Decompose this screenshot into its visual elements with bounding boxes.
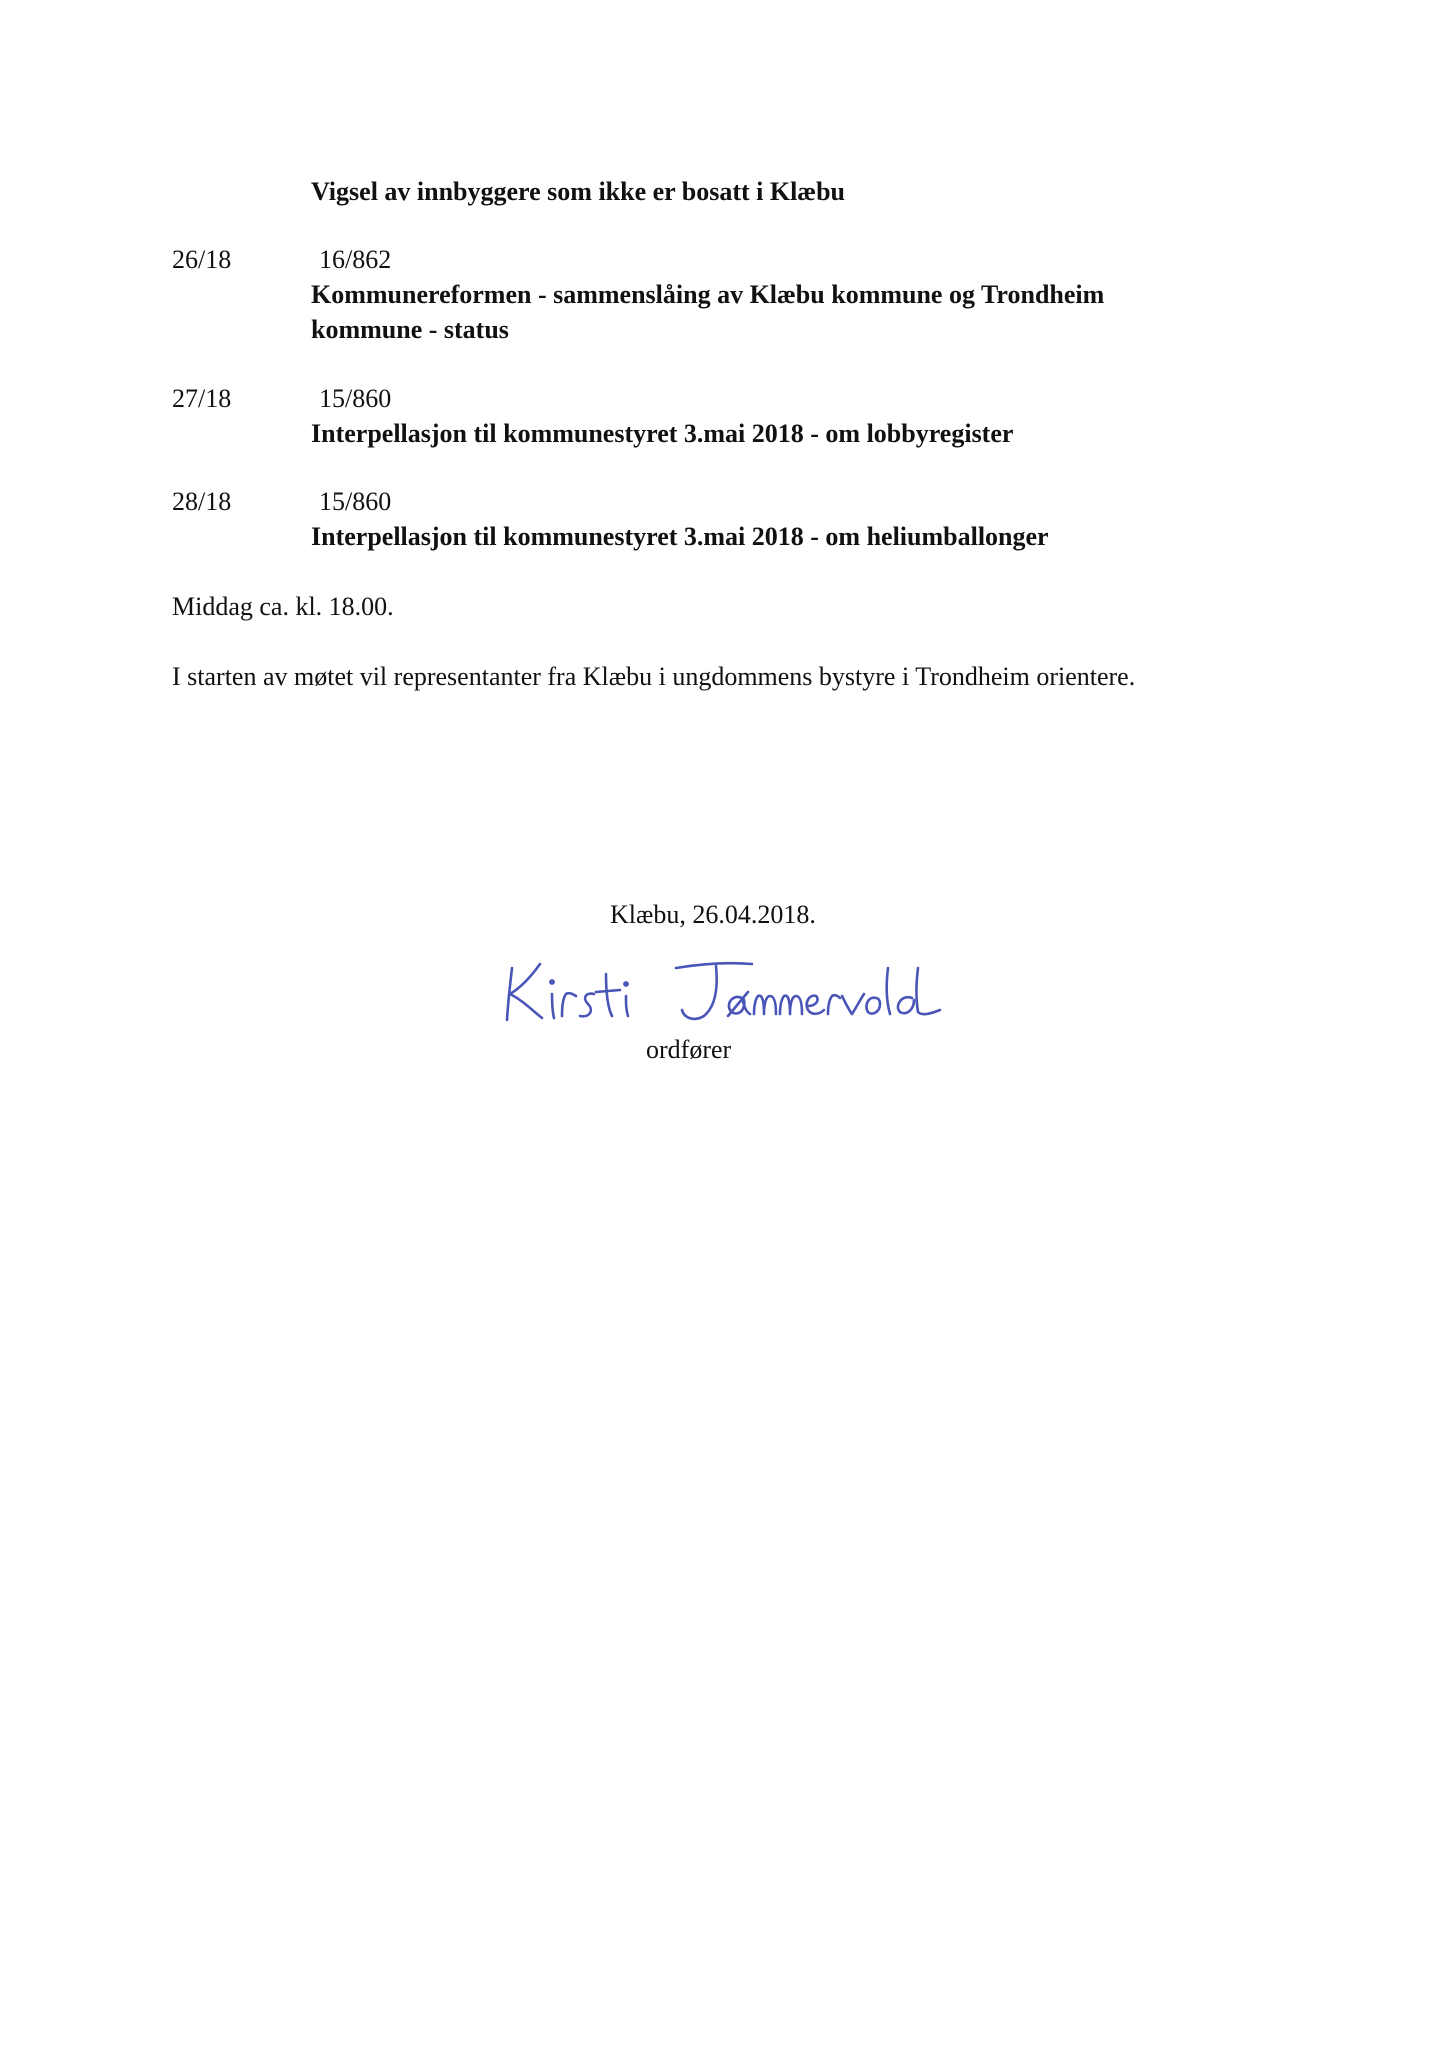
agenda-case-number: 26/18: [172, 245, 232, 274]
agenda-item-title: Vigsel av innbyggere som ikke er bosatt i Klæbu: [311, 177, 846, 206]
dinner-note: Middag ca. kl. 18.00.: [172, 592, 394, 621]
youth-council-note: I starten av møtet vil representanter fra Klæbu i ungdommens bystyre i Trondheim orientere.: [172, 662, 1136, 691]
agenda-item-title: Interpellasjon til kommunestyret 3.mai 2018 - om heliumballonger: [311, 522, 1049, 551]
agenda-case-number: 28/18: [172, 487, 232, 516]
agenda-reference-number: 15/860: [319, 384, 392, 413]
agenda-reference-number: 16/862: [319, 245, 392, 274]
handwritten-signature: [490, 950, 960, 1028]
agenda-item-title: Interpellasjon til kommunestyret 3.mai 2018 - om lobbyregister: [311, 419, 1014, 448]
agenda-item-title: Kommunereformen - sammenslåing av Klæbu kommune og Trondheim: [311, 280, 1105, 309]
agenda-reference-number: 15/860: [319, 487, 392, 516]
signatory-role: ordfører: [646, 1035, 732, 1064]
agenda-case-number: 27/18: [172, 384, 232, 413]
place-and-date: Klæbu, 26.04.2018.: [610, 900, 816, 929]
agenda-item-title-continued: kommune - status: [311, 315, 509, 344]
